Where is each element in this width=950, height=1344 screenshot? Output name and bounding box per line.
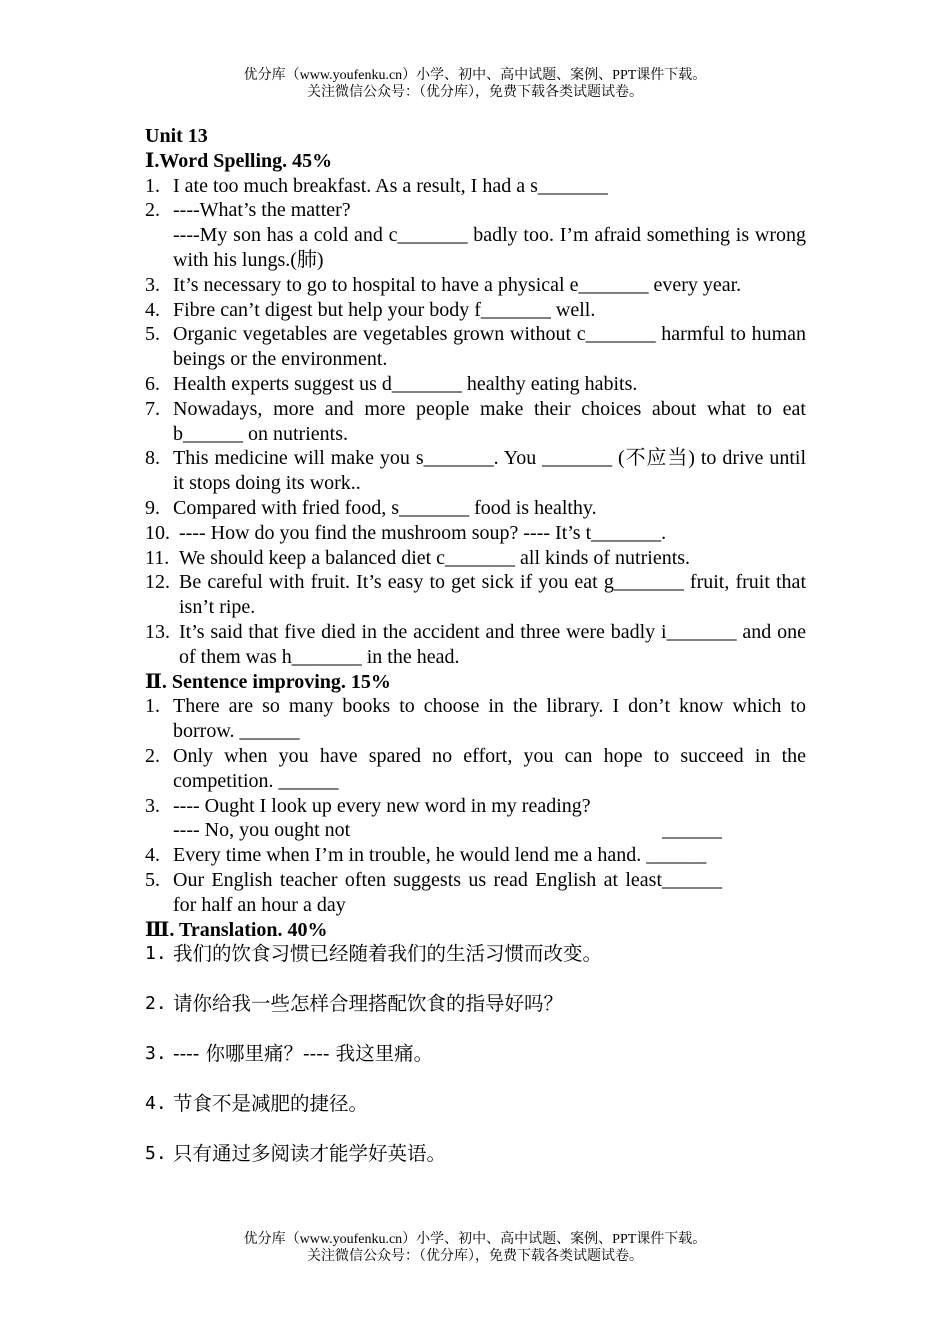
question-item <box>145 620 806 670</box>
question-item <box>145 397 806 447</box>
question-number: 9. <box>145 496 160 519</box>
question-line: Every time when I’m in trouble, he would lend me a hand. ______ <box>173 844 707 867</box>
question-text <box>173 843 806 868</box>
question-text <box>173 322 806 372</box>
translation-item <box>145 1142 806 1192</box>
question-line: There are so many books to choose in the library. I don’t know which to borrow. ______ <box>173 695 806 743</box>
question-item <box>145 298 806 323</box>
question-item <box>145 273 806 298</box>
translation-text: 只有通过多阅读才能学好英语。 <box>173 1142 447 1166</box>
question-item <box>145 496 806 521</box>
question-item <box>145 868 806 918</box>
question-item <box>145 446 806 496</box>
question-item <box>145 794 806 844</box>
question-line: ----What’s the matter? <box>173 199 351 222</box>
question-text <box>173 298 806 323</box>
question-line: Be careful with fruit. It’s easy to get sick if you eat g_______ fruit, fruit that isn’t ripe. <box>179 571 806 619</box>
question-number: 4. <box>145 298 160 321</box>
section-3-list <box>145 942 806 1192</box>
question-text <box>173 744 806 794</box>
translation-text: 节食不是减肥的捷径。 <box>173 1092 369 1116</box>
question-item <box>145 198 806 272</box>
translation-text: 请你给我一些怎样合理搭配饮食的指导好吗？ <box>173 992 564 1016</box>
question-text <box>173 694 806 744</box>
unit-title: Unit 13 <box>145 125 208 147</box>
question-item <box>145 322 806 372</box>
question-item <box>145 521 806 546</box>
translation-number: 4. <box>145 1093 167 1115</box>
question-item <box>145 694 806 744</box>
question-number: 2. <box>145 744 160 767</box>
translation-item <box>145 1092 806 1142</box>
translation-number: 1. <box>145 943 167 965</box>
question-number: 4. <box>145 844 160 867</box>
question-item <box>145 744 806 794</box>
translation-item <box>145 942 806 992</box>
answer-blank[interactable]: ______ <box>662 819 722 842</box>
question-line: ----My son has a cold and c_______ badly too. I’m afraid something is wrong with his lungs.(肺) <box>173 224 806 271</box>
question-item <box>145 372 806 397</box>
answer-blank[interactable]: ______ <box>662 868 722 891</box>
question-line: I ate too much breakfast. As a result, I had a s_______ <box>173 174 608 197</box>
question-line: Nowadays, more and more people make their choices about what to eat b______ on nutrients. <box>173 397 806 445</box>
question-text <box>173 273 806 298</box>
question-line: It’s said that five died in the accident and three were badly i_______ and one of them was h_______ in the head. <box>179 620 806 668</box>
translation-text: 我们的饮食习惯已经随着我们的生活习惯而改变。 <box>173 942 603 966</box>
translation-number: 3. <box>145 1043 167 1065</box>
question-text <box>179 546 806 571</box>
translation-item <box>145 1042 806 1092</box>
question-number: 1. <box>145 695 160 718</box>
section-3-heading: Ⅲ. Translation. 40% <box>145 918 328 941</box>
section-1-list <box>145 174 806 670</box>
question-line: Organic vegetables are vegetables grown without c_______ harmful to human beings or the environment. <box>173 323 806 371</box>
question-number: 3. <box>145 273 160 296</box>
footer-line-2: 关注微信公众号：（优分库），免费下载各类试题试卷。 <box>307 1249 643 1264</box>
question-text <box>173 198 806 272</box>
question-number: 5. <box>145 323 160 346</box>
question-line: This medicine will make you s_______. You _______ (不应当) to drive until it stops doing its work.. <box>173 447 806 495</box>
question-text <box>173 496 806 521</box>
question-line: ---- No, you ought not <box>173 819 351 842</box>
question-item <box>145 570 806 620</box>
question-text <box>173 446 806 496</box>
question-line: We should keep a balanced diet c_______ all kinds of nutrients. <box>179 546 691 569</box>
worksheet-content <box>145 124 806 1192</box>
question-number: 11. <box>145 546 170 569</box>
question-text <box>179 521 806 546</box>
question-text <box>179 570 806 620</box>
translation-number: 2. <box>145 993 167 1015</box>
question-number: 3. <box>145 794 160 817</box>
question-number: 10. <box>145 521 170 544</box>
question-item <box>145 843 806 868</box>
question-number: 7. <box>145 397 160 420</box>
question-line: Compared with fried food, s_______ food is healthy. <box>173 496 597 519</box>
header-line-2: 关注微信公众号：（优分库），免费下载各类试题试卷。 <box>307 85 643 100</box>
question-number: 8. <box>145 447 160 470</box>
question-line: Only when you have spared no effort, you can hope to succeed in the competition. ______ <box>173 744 806 792</box>
question-line: It’s necessary to go to hospital to have a physical e_______ every year. <box>173 273 742 296</box>
page-footer <box>0 1231 950 1265</box>
translation-text: ---- 你哪里痛？---- 我这里痛。 <box>173 1042 434 1066</box>
question-line: ---- Ought I look up every new word in my reading? <box>173 794 591 817</box>
question-line-with-blank <box>173 868 806 918</box>
question-text <box>173 372 806 397</box>
question-text <box>173 868 806 918</box>
question-line: Fibre can’t digest but help your body f_______ well. <box>173 298 596 321</box>
translation-number: 5. <box>145 1143 167 1165</box>
question-text <box>179 620 806 670</box>
question-text <box>173 794 806 844</box>
question-line: Health experts suggest us d_______ healthy eating habits. <box>173 372 638 395</box>
question-text <box>173 174 806 199</box>
question-text <box>173 397 806 447</box>
header-line-1: 优分库（www.youfenku.cn）小学、初中、高中试题、案例、PPT课件下载。 <box>243 68 707 83</box>
section-1-heading: Ⅰ.Word Spelling. 45% <box>145 149 333 172</box>
page-header <box>0 67 950 101</box>
question-line-with-blank <box>173 818 806 843</box>
question-number: 5. <box>145 868 160 891</box>
question-line: ---- How do you find the mushroom soup? ---- It’s t_______. <box>179 521 667 544</box>
question-item <box>145 174 806 199</box>
translation-item <box>145 992 806 1042</box>
question-number: 12. <box>145 571 170 594</box>
question-number: 13. <box>145 620 170 643</box>
section-2-list <box>145 694 806 917</box>
question-number: 2. <box>145 199 160 222</box>
question-number: 1. <box>145 174 160 197</box>
question-item <box>145 546 806 571</box>
footer-line-1: 优分库（www.youfenku.cn）小学、初中、高中试题、案例、PPT课件下载。 <box>243 1232 707 1247</box>
question-line: Our English teacher often suggests us read English at least for half an hour a day <box>173 868 662 916</box>
section-2-heading: Ⅱ. Sentence improving. 15% <box>145 670 391 693</box>
question-number: 6. <box>145 372 160 395</box>
